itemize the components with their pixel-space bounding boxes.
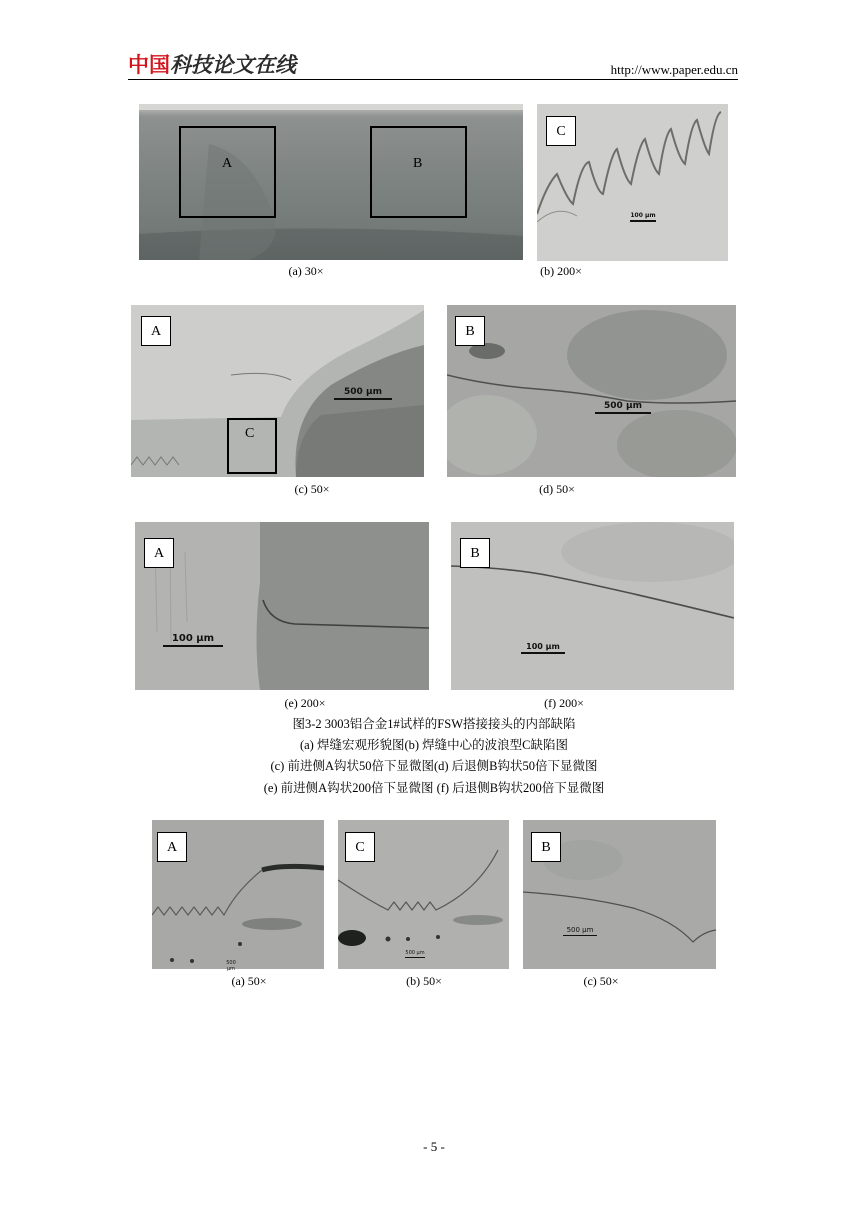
header-url[interactable]: http://www.paper.edu.cn: [610, 62, 738, 77]
scalebar-b: [630, 212, 656, 222]
region-box-b: [370, 126, 467, 218]
scalebar-bottom-c-label: 500 μm: [566, 926, 594, 934]
region-label-b: B: [413, 156, 423, 171]
header-rule: [128, 79, 738, 80]
scalebar-bottom-a: [222, 960, 240, 972]
logo-part2: 科技论文在线: [170, 53, 296, 77]
region-label-c: C: [245, 426, 255, 441]
scalebar-c-label: 500 μm: [344, 387, 382, 397]
tag-a: A: [157, 832, 187, 862]
scalebar-bottom-b-label: 500 μm: [405, 950, 425, 956]
tag-a: A: [141, 316, 171, 346]
scalebar-c: [334, 387, 392, 400]
micrograph-e: [135, 522, 429, 690]
caption-bottom-b: (b) 50×: [406, 974, 442, 988]
caption-a: (a) 30×: [288, 264, 324, 278]
region-box-a: [179, 126, 276, 218]
scalebar-bottom-c: [563, 926, 597, 936]
caption-bottom-a: (a) 50×: [231, 974, 267, 988]
caption-bottom-c: (c) 50×: [583, 974, 619, 988]
scalebar-bottom-a-label: 500 μm: [226, 960, 236, 972]
scalebar-e-label: 100 μm: [171, 633, 215, 644]
scalebar-f-label: 100 μm: [526, 642, 560, 651]
figure-caption-line: (e) 前进侧A钩状200倍下显微图 (f) 后退侧B钩状200倍下显微图: [263, 781, 605, 795]
caption-f: (f) 200×: [544, 696, 584, 710]
scalebar-d-label: 500 μm: [604, 401, 642, 411]
tag-b: B: [460, 538, 490, 568]
figure-caption-title: 图3-2 3003铝合金1#试样的FSW搭接接头的内部缺陷: [292, 717, 576, 731]
tag-b: B: [531, 832, 561, 862]
tag-c: C: [546, 116, 576, 146]
caption-c: (c) 50×: [294, 482, 330, 496]
tag-a: A: [144, 538, 174, 568]
scalebar-b-label: 100 μm: [630, 212, 656, 219]
tag-c: C: [345, 832, 375, 862]
caption-d: (d) 50×: [539, 482, 575, 496]
micrograph-f: [451, 522, 734, 690]
figure-caption-line: (a) 焊缝宏观形貌图(b) 焊缝中心的波浪型C缺陷图: [299, 738, 569, 752]
scalebar-bottom-b: [405, 950, 425, 958]
tag-b: B: [455, 316, 485, 346]
caption-e: (e) 200×: [284, 696, 326, 710]
scalebar-d: [595, 401, 651, 414]
journal-logo: [128, 53, 296, 77]
scalebar-e: [163, 633, 223, 647]
region-label-a: A: [222, 156, 233, 171]
scalebar-f: [521, 642, 565, 654]
caption-b: (b) 200×: [540, 264, 582, 278]
logo-part1: 中国: [128, 53, 170, 77]
page-number: - 5 -: [423, 1139, 445, 1154]
micrograph-d: [447, 305, 736, 477]
figure-caption-line: (c) 前进侧A钩状50倍下显微图(d) 后退侧B钩状50倍下显微图: [270, 759, 598, 773]
